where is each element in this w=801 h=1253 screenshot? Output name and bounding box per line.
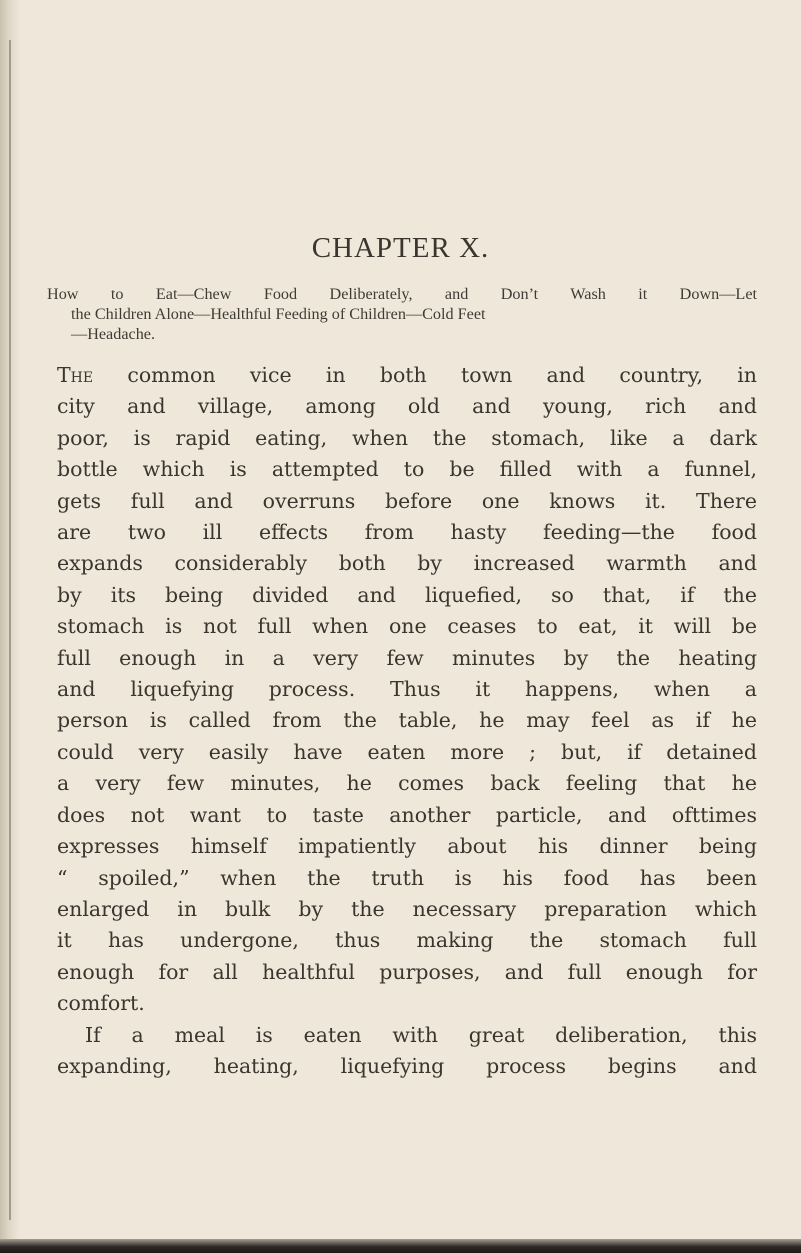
binding-edge — [9, 40, 11, 1220]
body-line: If a meal is eaten with great deliberation, this — [85, 1022, 757, 1047]
chapter-synopsis — [47, 284, 757, 344]
body-line: it has undergone, thus making the stomach full — [57, 928, 757, 953]
page-bottom-edge — [0, 1239, 801, 1253]
body-line: a very few minutes, he comes back feeling that he — [57, 771, 757, 796]
first-line-text: common vice in both town and country, in — [127, 363, 757, 387]
body-line: by its being divided and liquefied, so that, if the — [57, 582, 757, 607]
synopsis-line: the Children Alone—Healthful Feeding of Children—Cold Feet — [71, 305, 486, 323]
body-line: expands considerably both by increased warmth and — [57, 551, 757, 576]
body-line — [57, 360, 757, 391]
body-line: poor, is rapid eating, when the stomach, like a dark — [57, 425, 757, 450]
body-line: expresses himself impatiently about his dinner being — [57, 834, 757, 859]
lead-word: The — [57, 363, 94, 387]
body-line: full enough in a very few minutes by the heating — [57, 645, 757, 670]
body-line: person is called from the table, he may feel as if he — [57, 708, 757, 733]
body-line: are two ill effects from hasty feeding—the food — [57, 520, 757, 545]
body-line: “ spoiled,” when the truth is his food has been — [57, 865, 757, 890]
body-line: does not want to taste another particle, and ofttimes — [57, 802, 757, 827]
chapter-title: CHAPTER X. — [311, 232, 490, 264]
body-line: expanding, heating, liquefying process begins and — [57, 1053, 757, 1078]
body-line: bottle which is attempted to be filled with a funnel, — [57, 457, 757, 482]
body-line: stomach is not full when one ceases to eat, it will be — [57, 614, 757, 639]
body-line: comfort. — [57, 991, 145, 1016]
body-text — [57, 360, 757, 1082]
body-line: could very easily have eaten more ; but, if detained — [57, 739, 757, 764]
synopsis-line: How to Eat—Chew Food Deliberately, and Don’t Wash it Down—Let — [47, 285, 757, 303]
body-line: enlarged in bulk by the necessary preparation which — [57, 896, 757, 921]
body-line: and liquefying process. Thus it happens, when a — [57, 677, 757, 702]
body-line: gets full and overruns before one knows it. There — [57, 488, 757, 513]
body-line: city and village, among old and young, rich and — [57, 394, 757, 419]
body-line: enough for all healthful purposes, and full enough for — [57, 959, 757, 984]
synopsis-line: —Headache. — [71, 325, 156, 343]
